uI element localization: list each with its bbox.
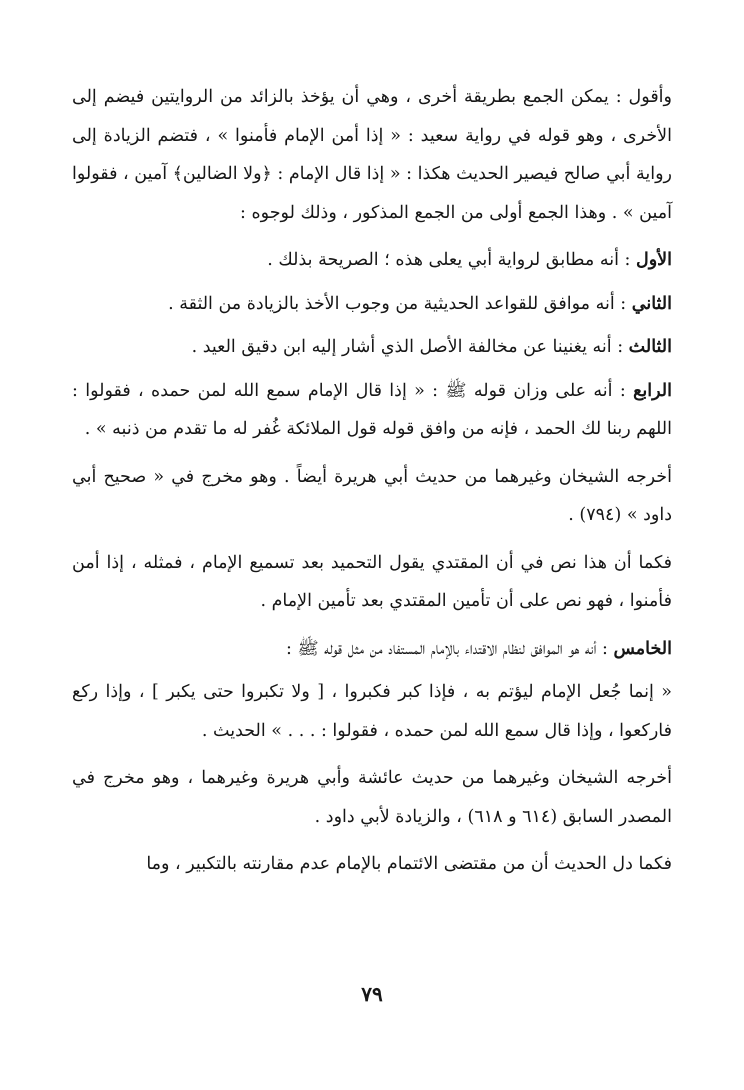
page-body [72, 78, 672, 893]
point-fourth [72, 372, 672, 449]
point-first-label: الأول [635, 250, 672, 270]
paragraph-takhrij-1: أخرجه الشيخان وغيرهما من حديث أبي هريرة أيضاً . وهو مخرج في « صحيح أبي داود » (٧٩٤) . [72, 466, 672, 525]
paragraph-takhrij-2: أخرجه الشيخان وغيرهما من حديث عائشة وأبي هريرة وغيرهما ، وهو مخرج في المصدر السابق (٦١٤ و ٦١٨) ، والزيادة لأبي داود . [72, 768, 672, 827]
page-number: ٧٩ [361, 982, 383, 1006]
point-first-text: : أنه مطابق لرواية أبي يعلى هذه ؛ الصريحة بذلك . [267, 250, 636, 270]
point-second [72, 285, 672, 324]
paragraph-explanation: فكما أن هذا نص في أن المقتدي يقول التحميد بعد تسميع الإمام ، فمثله ، إذا أمن فأمنوا ، فهو نص على أن تأمين المقتدي بعد تأمين الإمام . [72, 552, 672, 611]
point-third-label: الثالث [628, 337, 672, 357]
point-fifth [72, 630, 672, 669]
point-first [72, 241, 672, 280]
point-third-text: : أنه يغنينا عن مخالفة الأصل الذي أشار إليه ابن دقيق العيد . [191, 337, 629, 357]
paragraph-intro: وأقول : يمكن الجمع بطريقة أخرى ، وهي أن يؤخذ بالزائد من الروايتين فيضم إلى الأخرى ، وهو قوله في رواية سعيد : « إذا أمن الإمام فأمنوا » ، فتضم الزيادة إلى رواية أبي صالح فيصير الحديث هكذا : « إذا قال الإمام : ﴿ولا الضالين﴾ آمين ، فقولوا آمين » . وهذا الجمع أولى من الجمع المذكور ، وذلك لوجوه : [72, 87, 672, 223]
point-fourth-label: الرابع [633, 380, 672, 401]
point-fifth-text: : أنه هو الموافق لنظام الاقتداء بالإمام المستفاد من مثل قوله ﷺ : [285, 638, 614, 659]
paragraph-continuation: فكما دل الحديث أن من مقتضى الائتمام بالإمام عدم مقارنته بالتكبير ، وما [146, 854, 672, 874]
point-second-label: الثاني [631, 293, 672, 314]
point-third [72, 328, 672, 367]
point-second-text: : أنه موافق للقواعد الحديثية من وجوب الأخذ بالزيادة من الثقة . [168, 293, 632, 314]
paragraph-hadith-quote: « إنما جُعل الإمام ليؤتم به ، فإذا كبر فكبروا ، [ ولا تكبروا حتى يكبر ] ، وإذا ركع فاركعوا ، وإذا قال سمع الله لمن حمده ، فقولوا : . . . » الحديث . [72, 682, 672, 741]
point-fourth-text: : أنه على وزان قوله ﷺ : « إذا قال الإمام سمع الله لمن حمده ، فقولوا : اللهم ربنا لك الحمد ، فإنه من وافق قوله قول الملائكة غُفر له ما تقدم من ذنبه » . [72, 380, 672, 439]
point-fifth-label: الخامس [613, 638, 672, 659]
